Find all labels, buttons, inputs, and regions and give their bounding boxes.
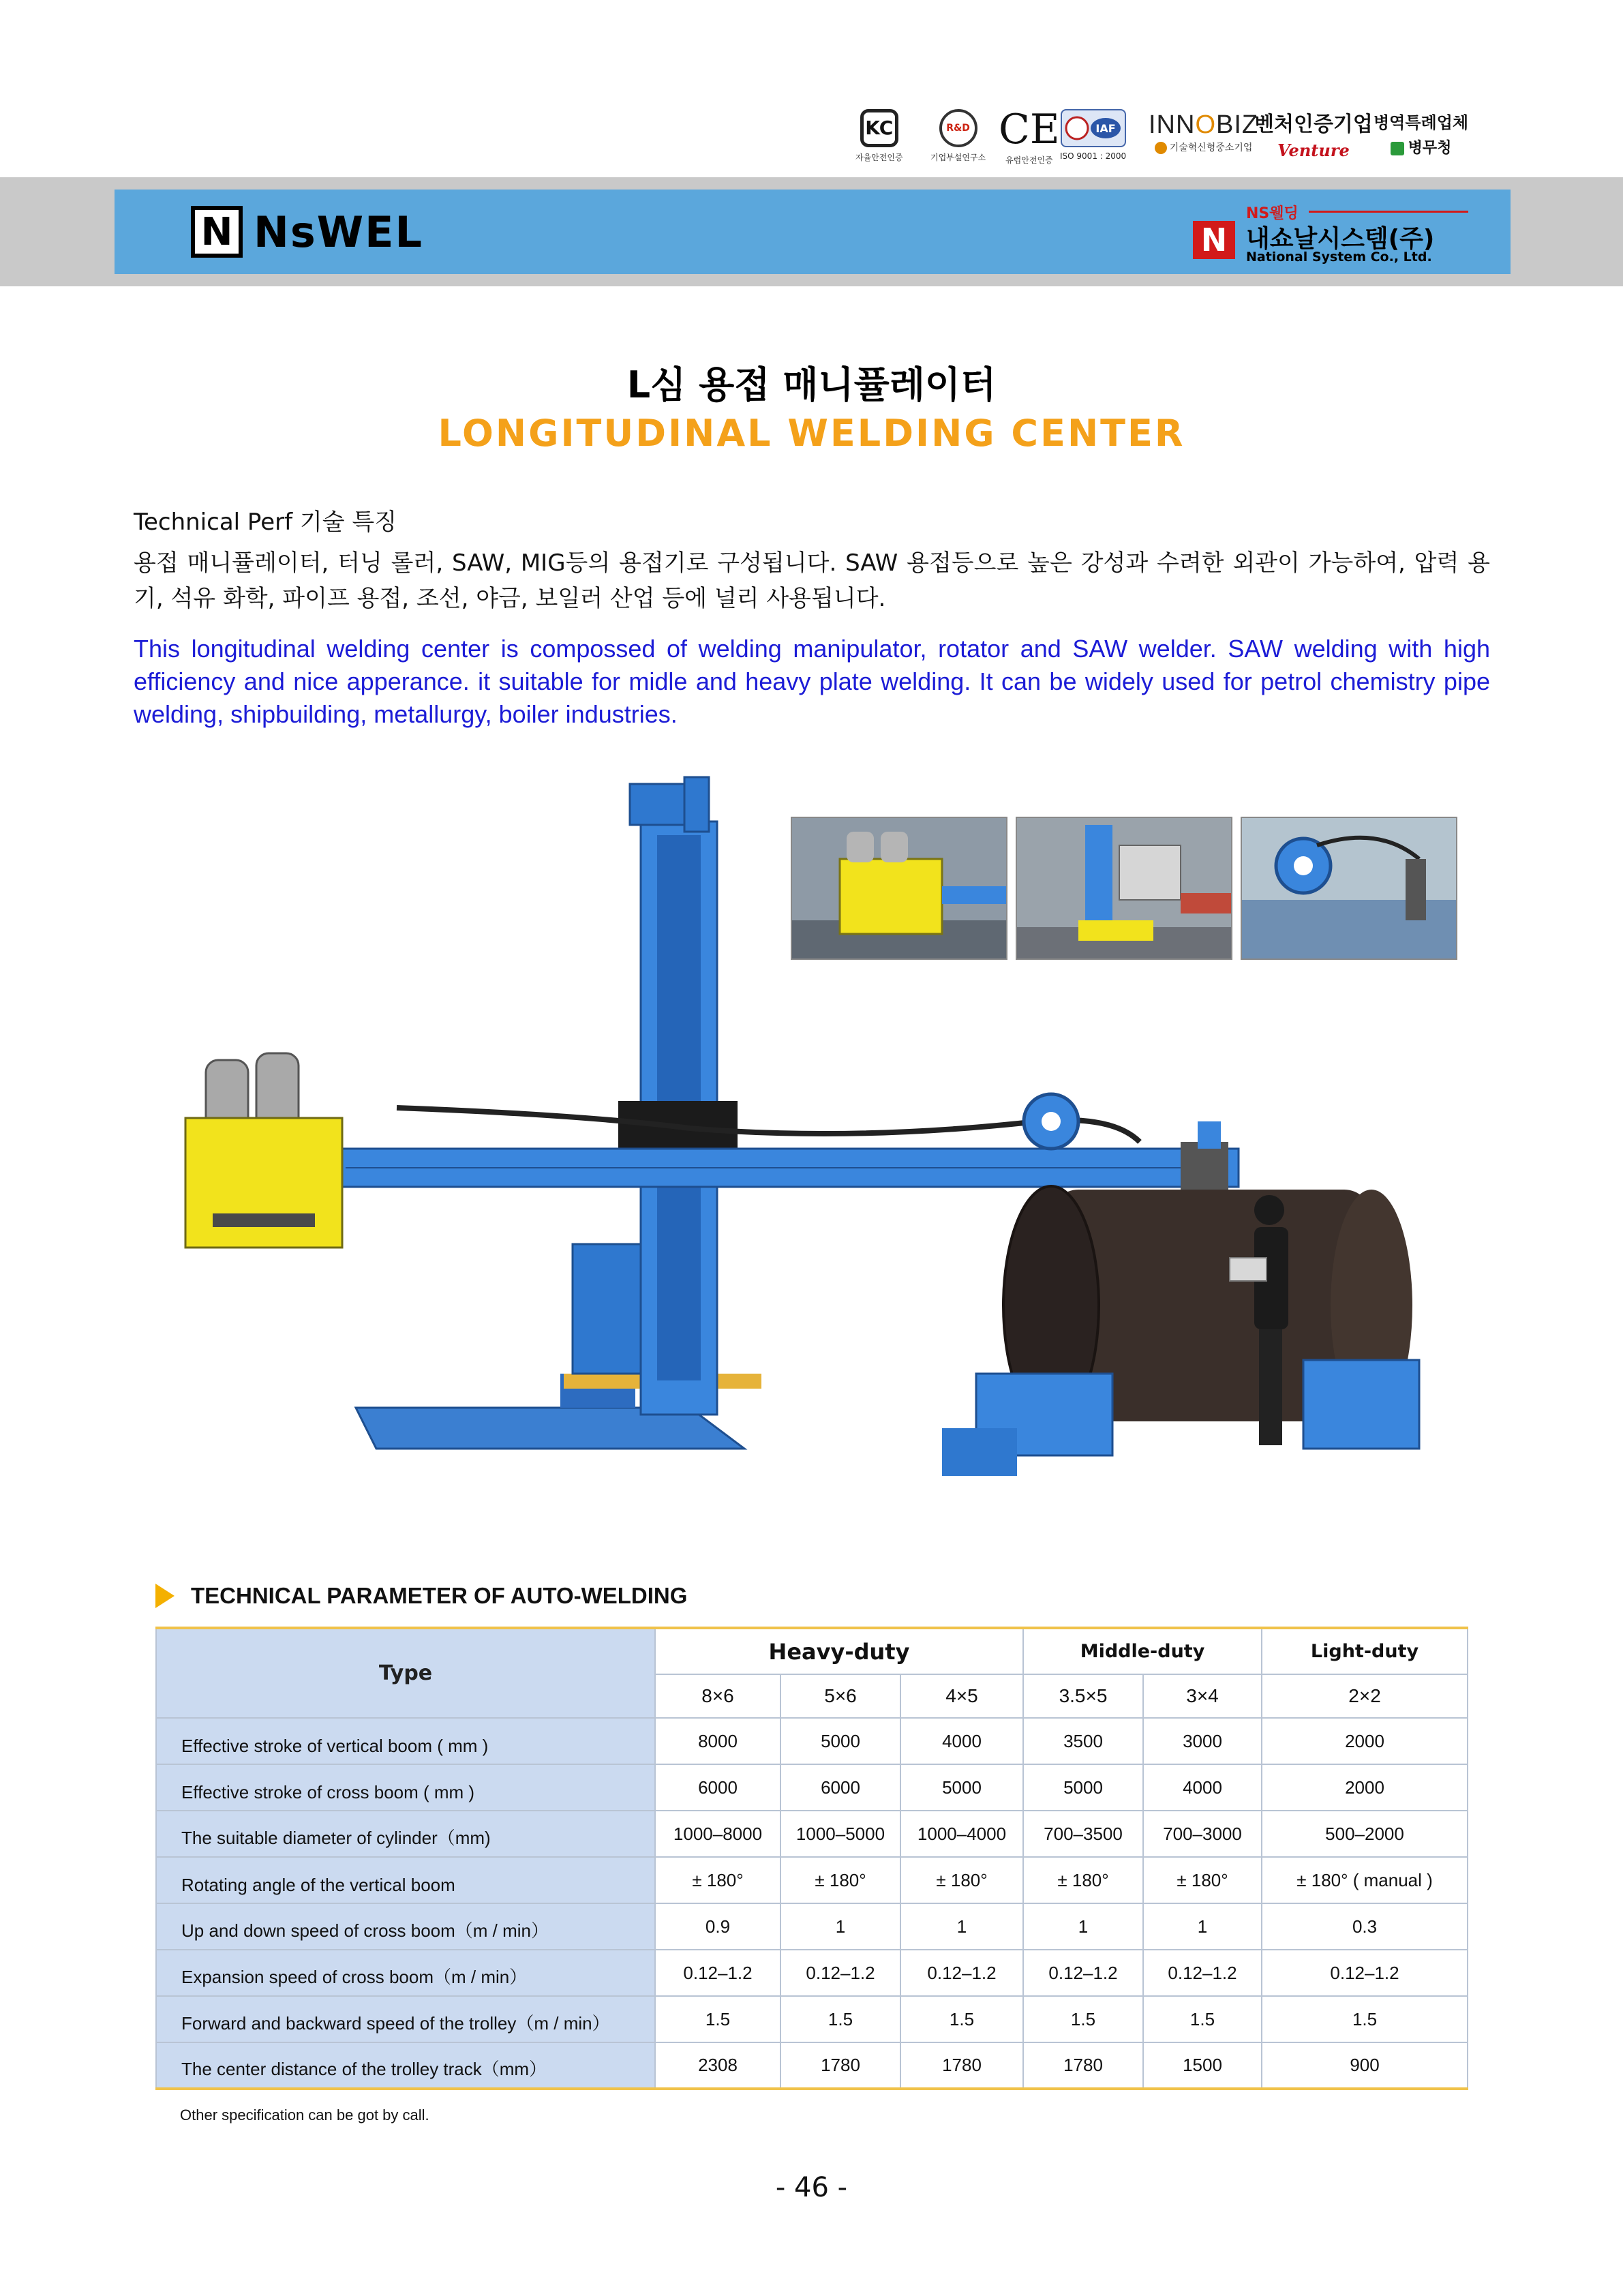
ce-cert [999,106,1060,166]
innobiz-cert [1149,109,1258,154]
table-row [156,1811,1468,1857]
header-band-blue [115,190,1511,274]
value-cell: 6000 [780,1764,900,1811]
military-line1: 병역특례업체 [1374,113,1469,132]
value-cell: 2000 [1262,1718,1468,1764]
nswel-logo [191,206,423,258]
value-cell: 0.12–1.2 [1262,1950,1468,1996]
value-cell: ± 180° [655,1857,780,1903]
nswel-logo-icon: N [191,206,243,258]
description-english: This longitudinal welding center is compossed of welding manipulator, rotator and SAW welder. SAW welding with high efficiency and nice apperance. it suitable for midle and heavy plate welding. It can be widely used for petrol chemistry pipe welding, shipbuilding, metallurgy, boiler industries. [134,635,1490,728]
value-cell: 1000–5000 [780,1811,900,1857]
row-label: Effective stroke of cross boom ( mm ) [156,1764,655,1811]
venture-english: Venture [1277,140,1350,160]
technical-parameter-table [155,1627,1468,2090]
page-title-english: LONGITUDINAL WELDING CENTER [438,412,1185,455]
row-label: Effective stroke of vertical boom ( mm ) [156,1718,655,1764]
table-heading [155,1583,687,1609]
national-system-logo [1193,202,1468,263]
value-cell: 700–3500 [1023,1811,1143,1857]
table-header-row [156,1628,1468,1674]
value-cell: 4000 [900,1718,1023,1764]
value-cell: 5000 [1023,1764,1143,1811]
value-cell: 2308 [655,2042,780,2089]
size-cell: 3×4 [1143,1674,1262,1718]
value-cell: 1780 [1023,2042,1143,2089]
value-cell: 1000–8000 [655,1811,780,1857]
value-cell: 5000 [780,1718,900,1764]
value-cell: ± 180° [780,1857,900,1903]
military-line2: 병무청 [1374,136,1468,157]
nswel-wordmark: NsWEL [254,207,424,257]
value-cell: 0.12–1.2 [780,1950,900,1996]
company-name-english: National System Co., Ltd. [1246,250,1432,265]
value-cell: 1.5 [655,1996,780,2042]
national-system-logo-icon: N [1193,221,1235,259]
table-row [156,1996,1468,2042]
value-cell: ± 180° [1023,1857,1143,1903]
value-cell: 1 [1143,1903,1262,1950]
value-cell: 500–2000 [1262,1811,1468,1857]
size-cell: 5×6 [780,1674,900,1718]
value-cell: 1780 [900,2042,1023,2089]
kc-caption: 자율안전인증 [855,153,903,162]
section-heading: Technical Perf 기술 특징 [134,509,397,536]
row-label: Expansion speed of cross boom（m / min） [156,1950,655,1996]
value-cell: ± 180° ( manual ) [1262,1857,1468,1903]
value-cell: 1.5 [1143,1996,1262,2042]
value-cell: 8000 [655,1718,780,1764]
svg-text:IAF: IAF [1095,122,1116,135]
row-label: The suitable diameter of cylinder（mm) [156,1811,655,1857]
value-cell: 700–3000 [1143,1811,1262,1857]
table-row [156,1950,1468,1996]
value-cell: 0.12–1.2 [1143,1950,1262,1996]
table-row [156,1718,1468,1764]
table-row [156,1857,1468,1903]
row-label: The center distance of the trolley track（mm） [156,2042,655,2089]
research-lab-icon: R&D [939,109,977,147]
value-cell: 1000–4000 [900,1811,1023,1857]
welding-power-box [185,1118,342,1248]
page-number: - 46 - [775,2172,848,2203]
research-lab-cert [930,109,986,163]
value-cell: 1.5 [900,1996,1023,2042]
iso-caption: ISO 9001 : 2000 [1060,151,1127,161]
size-cell: 2×2 [1262,1674,1468,1718]
value-cell: 0.12–1.2 [900,1950,1023,1996]
iso-iaf-icon [1061,109,1126,147]
innobiz-globe-icon [1155,142,1167,154]
value-cell: 1500 [1143,2042,1262,2089]
venture-korean: 벤처인증기업 [1254,112,1373,136]
group-middle-duty: Middle-duty [1023,1628,1262,1674]
value-cell: ± 180° [900,1857,1023,1903]
innobiz-caption: 기술혁신형중소기업 [1149,140,1258,154]
detail-photo-3 [1241,817,1457,960]
value-cell: 4000 [1143,1764,1262,1811]
value-cell: ± 180° [1143,1857,1262,1903]
value-cell: 0.9 [655,1903,780,1950]
table-row [156,2042,1468,2089]
military-cert [1374,109,1468,157]
size-cell: 4×5 [900,1674,1023,1718]
value-cell: 1780 [780,2042,900,2089]
ns-tag-rule [1309,211,1468,213]
innobiz-wordmark: INNOBIZ [1149,110,1259,139]
value-cell: 6000 [655,1764,780,1811]
triangle-bullet-icon [155,1584,175,1608]
value-cell: 0.3 [1262,1903,1468,1950]
kc-mark-icon: KC [860,109,898,147]
certification-strip [855,106,1469,174]
size-cell: 3.5×5 [1023,1674,1143,1718]
value-cell: 1.5 [1262,1996,1468,2042]
value-cell: 3500 [1023,1718,1143,1764]
size-cell: 8×6 [655,1674,780,1718]
table-title: TECHNICAL PARAMETER OF AUTO-WELDING [191,1583,688,1608]
ce-mark-icon: CE [999,106,1060,153]
value-cell: 2000 [1262,1764,1468,1811]
value-cell: 5000 [900,1764,1023,1811]
turning-roller-right [1303,1360,1419,1449]
value-cell: 900 [1262,2042,1468,2089]
table-note: Other specification can be got by call. [180,2106,429,2124]
row-label: Forward and backward speed of the trolley（m / min） [156,1996,655,2042]
detail-photo-1 [791,817,1007,960]
group-heavy-duty: Heavy-duty [655,1628,1023,1674]
group-light-duty: Light-duty [1262,1628,1468,1674]
table-row [156,1903,1468,1950]
venture-cert [1254,109,1373,160]
value-cell: 1 [780,1903,900,1950]
research-lab-caption: 기업부설연구소 [930,153,986,162]
value-cell: 3000 [1143,1718,1262,1764]
iso-cert [1060,109,1126,161]
value-cell: 1 [1023,1903,1143,1950]
ns-welding-tag: NS웰딩 [1246,205,1299,222]
row-label: Rotating angle of the vertical boom [156,1857,655,1903]
company-name-korean: 내쇼날시스템(주) [1246,225,1435,253]
kc-cert [855,109,903,163]
military-emblem-icon [1391,142,1404,155]
value-cell: 1.5 [1023,1996,1143,2042]
row-label: Up and down speed of cross boom（m / min） [156,1903,655,1950]
detail-photo-2 [1016,817,1232,960]
value-cell: 0.12–1.2 [1023,1950,1143,1996]
table-row [156,1764,1468,1811]
ce-caption: 유럽안전인증 [1005,155,1053,165]
page-title-korean: L심 용접 매니퓰레이터 [626,363,997,406]
description-korean: 용접 매니퓰레이터, 터닝 롤러, SAW, MIG등의 용접기로 구성됩니다. SAW 용접등으로 높은 강성과 수려한 외관이 가능하여, 압력 용기, 석유 화학, 파이프 용접, 조선, 야금, 보일러 산업 등에 널리 사용됩니다. [134,549,1490,612]
type-header: Type [156,1628,655,1718]
value-cell: 0.12–1.2 [655,1950,780,1996]
value-cell: 1.5 [780,1996,900,2042]
value-cell: 1 [900,1903,1023,1950]
